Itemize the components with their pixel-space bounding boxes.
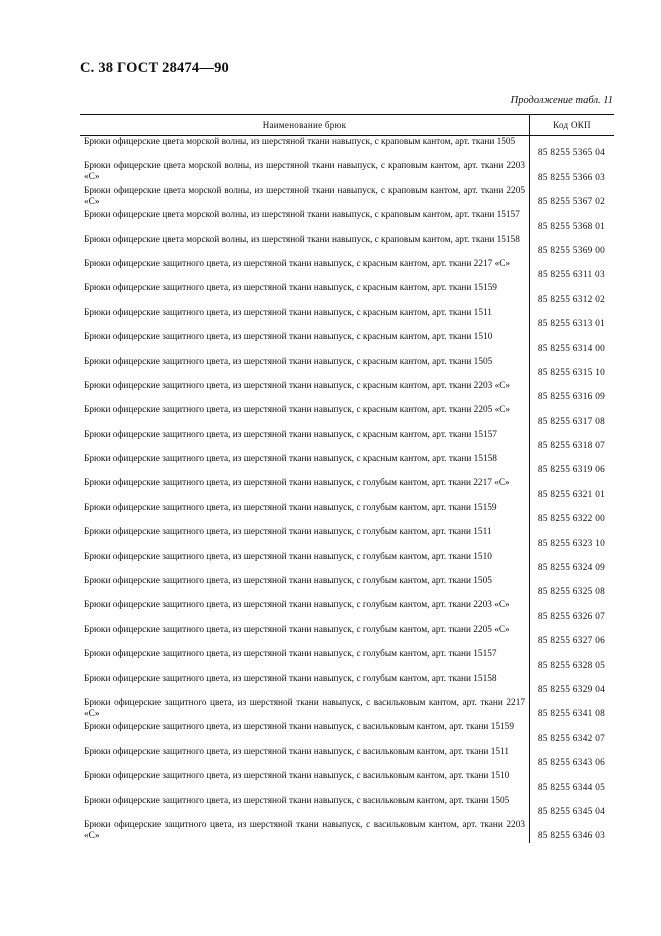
- okp-code-cell: 85 8255 6318 07: [537, 441, 606, 452]
- okp-code-cell: 85 8255 6345 04: [537, 806, 606, 817]
- trousers-name-cell: Брюки офицерские защитного цвета, из шерстяной ткани навыпуск, с васильковым кантом, арт. ткани 15159: [84, 722, 514, 733]
- table-row: [80, 185, 614, 209]
- trousers-name-cell: Брюки офицерские защитного цвета, из шерстяной ткани навыпуск, с голубым кантом, арт. ткани 2203 «С»: [84, 600, 510, 611]
- table-row: [80, 429, 614, 453]
- trousers-name-cell: Брюки офицерские защитного цвета, из шерстяной ткани навыпуск, с васильковым кантом, арт. ткани 2203 «С»: [84, 819, 525, 841]
- table-row: [80, 453, 614, 477]
- okp-code-cell: 85 8255 6321 01: [537, 489, 606, 500]
- trousers-name-cell: Брюки офицерские цвета морской волны, из шерстяной ткани навыпуск, с краповым кантом, арт. ткани 15157: [84, 210, 520, 221]
- okp-code-cell: 85 8255 6342 07: [537, 733, 606, 744]
- table-row: [80, 136, 614, 160]
- trousers-name-cell: Брюки офицерские защитного цвета, из шерстяной ткани навыпуск, с красным кантом, арт. ткани 15158: [84, 454, 497, 465]
- table-row: [80, 648, 614, 672]
- table-row: [80, 282, 614, 306]
- okp-code-cell: 85 8255 6325 08: [537, 587, 606, 598]
- okp-code-cell: 85 8255 6326 07: [537, 611, 606, 622]
- trousers-name-cell: Брюки офицерские защитного цвета, из шерстяной ткани навыпуск, с голубым кантом, арт. ткани 1510: [84, 551, 492, 562]
- okp-code-cell: 85 8255 5368 01: [537, 221, 606, 232]
- okp-code-cell: 85 8255 6319 06: [537, 465, 606, 476]
- trousers-name-cell: Брюки офицерские защитного цвета, из шерстяной ткани навыпуск, с голубым кантом, арт. ткани 1511: [84, 527, 492, 538]
- okp-code-cell: 85 8255 6324 09: [537, 563, 606, 574]
- okp-code-cell: 85 8255 5369 00: [537, 245, 606, 256]
- okp-code-cell: 85 8255 6346 03: [537, 831, 606, 842]
- trousers-name-cell: Брюки офицерские защитного цвета, из шерстяной ткани навыпуск, с голубым кантом, арт. ткани 2217 «С»: [84, 478, 510, 489]
- table-row: [80, 819, 614, 843]
- trousers-name-cell: Брюки офицерские защитного цвета, из шерстяной ткани навыпуск, с васильковым кантом, арт. ткани 2217 «С»: [84, 697, 525, 719]
- okp-code-cell: 85 8255 6311 03: [538, 270, 605, 281]
- table-row: [80, 209, 614, 233]
- okp-code-cell: 85 8255 6323 10: [537, 538, 606, 549]
- table-body: [80, 136, 614, 843]
- table-row: [80, 746, 614, 770]
- trousers-name-cell: Брюки офицерские защитного цвета, из шерстяной ткани навыпуск, с васильковым кантом, арт. ткани 1505: [84, 795, 510, 806]
- table-row: [80, 502, 614, 526]
- okp-code-cell: 85 8255 6312 02: [537, 294, 606, 305]
- table-row: [80, 258, 614, 282]
- table-row: [80, 404, 614, 428]
- trousers-name-cell: Брюки офицерские цвета морской волны, из шерстяной ткани навыпуск, с краповым кантом, арт. ткани 15158: [84, 234, 520, 245]
- table-row: [80, 599, 614, 623]
- trousers-name-cell: Брюки офицерские защитного цвета, из шерстяной ткани навыпуск, с голубым кантом, арт. ткани 1505: [84, 576, 492, 587]
- okp-code-cell: 85 8255 6322 00: [537, 514, 606, 525]
- table-row: [80, 551, 614, 575]
- trousers-name-cell: Брюки офицерские защитного цвета, из шерстяной ткани навыпуск, с голубым кантом, арт. ткани 15158: [84, 673, 497, 684]
- trousers-name-cell: Брюки офицерские защитного цвета, из шерстяной ткани навыпуск, с красным кантом, арт. ткани 2203 «С»: [84, 380, 511, 391]
- table-row: [80, 770, 614, 794]
- column-header-name: Наименование брюк: [80, 115, 530, 135]
- table-row: [80, 575, 614, 599]
- trousers-name-cell: Брюки офицерские цвета морской волны, из шерстяной ткани навыпуск, с краповым кантом, арт. ткани 2205 «С»: [84, 185, 525, 207]
- product-code-table: [80, 114, 614, 843]
- trousers-name-cell: Брюки офицерские защитного цвета, из шерстяной ткани навыпуск, с красным кантом, арт. ткани 1505: [84, 356, 493, 367]
- trousers-name-cell: Брюки офицерские защитного цвета, из шерстяной ткани навыпуск, с красным кантом, арт. ткани 1511: [84, 307, 492, 318]
- okp-code-cell: 85 8255 6317 08: [537, 416, 606, 427]
- table-row: [80, 526, 614, 550]
- okp-code-cell: 85 8255 6329 04: [537, 684, 606, 695]
- trousers-name-cell: Брюки офицерские защитного цвета, из шерстяной ткани навыпуск, с голубым кантом, арт. ткани 2205 «С»: [84, 624, 510, 635]
- table-header: [80, 115, 614, 136]
- okp-code-cell: 85 8255 5366 03: [537, 172, 606, 183]
- table-row: [80, 380, 614, 404]
- table-row: [80, 234, 614, 258]
- okp-code-cell: 85 8255 6314 00: [537, 343, 606, 354]
- okp-code-cell: 85 8255 6328 05: [537, 660, 606, 671]
- trousers-name-cell: Брюки офицерские цвета морской волны, из шерстяной ткани навыпуск, с краповым кантом, арт. ткани 1505: [84, 137, 516, 147]
- okp-code-cell: 85 8255 6313 01: [537, 319, 606, 330]
- trousers-name-cell: Брюки офицерские защитного цвета, из шерстяной ткани навыпуск, с голубым кантом, арт. ткани 15157: [84, 649, 497, 660]
- okp-code-cell: 85 8255 6341 08: [537, 709, 606, 720]
- trousers-name-cell: Брюки офицерские защитного цвета, из шерстяной ткани навыпуск, с красным кантом, арт. ткани 2217 «С»: [84, 258, 511, 269]
- okp-code-cell: 85 8255 6327 06: [537, 636, 606, 647]
- table-row: [80, 331, 614, 355]
- column-header-code: Код ОКП: [553, 120, 591, 130]
- table-row: [80, 697, 614, 721]
- table-row: [80, 795, 614, 819]
- trousers-name-cell: Брюки офицерские защитного цвета, из шерстяной ткани навыпуск, с красным кантом, арт. ткани 15159: [84, 283, 497, 294]
- table-row: [80, 307, 614, 331]
- table-row: [80, 721, 614, 745]
- okp-code-cell: 85 8255 6343 06: [537, 758, 606, 769]
- table-row: [80, 624, 614, 648]
- okp-code-cell: 85 8255 5367 02: [537, 197, 606, 208]
- table-row: [80, 477, 614, 501]
- page-header: С. 38 ГОСТ 28474—90: [80, 60, 229, 76]
- trousers-name-cell: Брюки офицерские защитного цвета, из шерстяной ткани навыпуск, с васильковым кантом, арт. ткани 1510: [84, 771, 510, 782]
- table-row: [80, 160, 614, 184]
- okp-code-cell: 85 8255 6344 05: [537, 782, 606, 793]
- trousers-name-cell: Брюки офицерские защитного цвета, из шерстяной ткани навыпуск, с васильковым кантом, арт. ткани 1511: [84, 746, 509, 757]
- table-row: [80, 356, 614, 380]
- okp-code-cell: 85 8255 5365 04: [537, 148, 606, 159]
- trousers-name-cell: Брюки офицерские защитного цвета, из шерстяной ткани навыпуск, с красным кантом, арт. ткани 1510: [84, 332, 493, 343]
- okp-code-cell: 85 8255 6316 09: [537, 392, 606, 403]
- trousers-name-cell: Брюки офицерские защитного цвета, из шерстяной ткани навыпуск, с голубым кантом, арт. ткани 15159: [84, 502, 497, 513]
- trousers-name-cell: Брюки офицерские защитного цвета, из шерстяной ткани навыпуск, с красным кантом, арт. ткани 2205 «С»: [84, 405, 511, 416]
- trousers-name-cell: Брюки офицерские защитного цвета, из шерстяной ткани навыпуск, с красным кантом, арт. ткани 15157: [84, 429, 497, 440]
- table-continuation-label: Продолжение табл. 11: [510, 95, 613, 106]
- okp-code-cell: 85 8255 6315 10: [537, 367, 606, 378]
- table-row: [80, 673, 614, 697]
- trousers-name-cell: Брюки офицерские цвета морской волны, из шерстяной ткани навыпуск, с краповым кантом, арт. ткани 2203 «С»: [84, 161, 525, 183]
